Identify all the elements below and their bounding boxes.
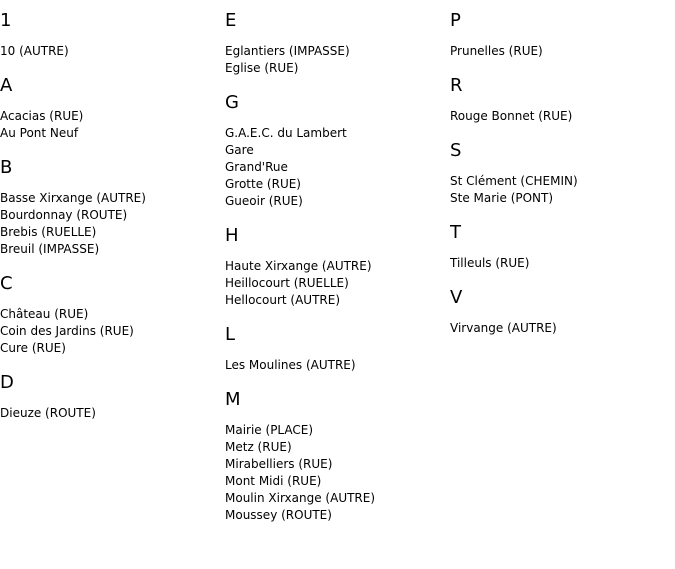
- street-link[interactable]: Grand'Rue: [225, 160, 288, 174]
- street-item: [0, 43, 225, 60]
- street-list: [225, 422, 450, 524]
- street-item: [225, 439, 450, 456]
- street-link[interactable]: Moulin Xirxange (AUTRE): [225, 491, 376, 505]
- street-item: [225, 275, 450, 292]
- letter-section: [0, 75, 225, 142]
- index-column: [450, 10, 675, 352]
- letter-section: [0, 10, 225, 60]
- letter-heading: P: [450, 10, 461, 31]
- street-item: [450, 43, 675, 60]
- letter-section: [225, 92, 450, 210]
- letter-section: [450, 287, 675, 337]
- street-link[interactable]: Mairie (PLACE): [225, 423, 314, 437]
- street-link[interactable]: Haute Xirxange (AUTRE): [225, 259, 372, 273]
- street-link[interactable]: Brebis (RUELLE): [0, 225, 97, 239]
- street-item: [225, 193, 450, 210]
- street-item: [0, 405, 225, 422]
- street-link[interactable]: St Clément (CHEMIN): [450, 174, 578, 188]
- street-link[interactable]: Breuil (IMPASSE): [0, 242, 100, 256]
- street-link[interactable]: Au Pont Neuf: [0, 126, 79, 140]
- street-item: [225, 507, 450, 524]
- street-item: [225, 258, 450, 275]
- street-list: [450, 173, 675, 207]
- street-item: [225, 473, 450, 490]
- street-list: [225, 357, 450, 374]
- street-list: [0, 43, 225, 60]
- street-link[interactable]: Virvange (AUTRE): [450, 321, 557, 335]
- street-list: [450, 108, 675, 125]
- street-item: [0, 340, 225, 357]
- letter-section: [225, 225, 450, 309]
- street-list: [450, 43, 675, 60]
- street-list: [450, 255, 675, 272]
- street-item: [450, 108, 675, 125]
- street-link[interactable]: Cure (RUE): [0, 341, 66, 355]
- letter-heading: E: [225, 10, 237, 31]
- street-item: [450, 255, 675, 272]
- street-link[interactable]: Eglantiers (IMPASSE): [225, 44, 350, 58]
- street-link[interactable]: Ste Marie (PONT): [450, 191, 554, 205]
- street-link[interactable]: Gare: [225, 143, 254, 157]
- street-item: [0, 224, 225, 241]
- street-link[interactable]: Metz (RUE): [225, 440, 292, 454]
- street-list: [225, 258, 450, 309]
- street-item: [225, 142, 450, 159]
- street-item: [225, 456, 450, 473]
- street-list: [0, 190, 225, 258]
- street-link[interactable]: Les Moulines (AUTRE): [225, 358, 356, 372]
- street-link[interactable]: Château (RUE): [0, 307, 89, 321]
- street-list: [225, 43, 450, 77]
- street-item: [225, 60, 450, 77]
- letter-section: [225, 10, 450, 77]
- letter-heading: M: [225, 389, 241, 410]
- letter-heading: B: [0, 157, 13, 178]
- street-item: [0, 190, 225, 207]
- street-item: [450, 320, 675, 337]
- letter-heading: S: [450, 140, 462, 161]
- street-list: [0, 405, 225, 422]
- street-item: [0, 125, 225, 142]
- street-item: [225, 125, 450, 142]
- letter-heading: 1: [0, 10, 12, 31]
- street-link[interactable]: Gueoir (RUE): [225, 194, 303, 208]
- letter-section: [225, 389, 450, 524]
- street-item: [225, 292, 450, 309]
- street-link[interactable]: Heillocourt (RUELLE): [225, 276, 349, 290]
- street-link[interactable]: 10 (AUTRE): [0, 44, 69, 58]
- street-link[interactable]: Eglise (RUE): [225, 61, 299, 75]
- street-link[interactable]: Rouge Bonnet (RUE): [450, 109, 573, 123]
- street-item: [0, 241, 225, 258]
- street-link[interactable]: Hellocourt (AUTRE): [225, 293, 341, 307]
- street-item: [0, 306, 225, 323]
- letter-heading: L: [225, 324, 236, 345]
- street-list: [450, 320, 675, 337]
- street-link[interactable]: Moussey (ROUTE): [225, 508, 332, 522]
- letter-section: [0, 372, 225, 422]
- street-link[interactable]: Coin des Jardins (RUE): [0, 324, 134, 338]
- street-item: [225, 43, 450, 60]
- letter-heading: V: [450, 287, 463, 308]
- street-link[interactable]: Basse Xirxange (AUTRE): [0, 191, 146, 205]
- street-item: [450, 173, 675, 190]
- street-link[interactable]: Grotte (RUE): [225, 177, 301, 191]
- letter-heading: C: [0, 273, 13, 294]
- letter-heading: H: [225, 225, 239, 246]
- letter-heading: D: [0, 372, 14, 393]
- street-link[interactable]: Mont Midi (RUE): [225, 474, 322, 488]
- street-link[interactable]: G.A.E.C. du Lambert: [225, 126, 347, 140]
- street-link[interactable]: Acacias (RUE): [0, 109, 84, 123]
- letter-heading: T: [450, 222, 461, 243]
- letter-section: [0, 273, 225, 357]
- street-list: [225, 125, 450, 210]
- street-link[interactable]: Mirabelliers (RUE): [225, 457, 333, 471]
- letter-heading: A: [0, 75, 13, 96]
- street-link[interactable]: Prunelles (RUE): [450, 44, 543, 58]
- street-item: [0, 323, 225, 340]
- letter-section: [450, 75, 675, 125]
- street-item: [0, 207, 225, 224]
- index-column: [0, 10, 225, 437]
- street-list: [0, 108, 225, 142]
- letter-section: [450, 140, 675, 207]
- street-item: [450, 190, 675, 207]
- index-column: [225, 10, 450, 539]
- letter-section: [0, 157, 225, 258]
- letter-heading: G: [225, 92, 239, 113]
- street-item: [225, 357, 450, 374]
- street-list: [0, 306, 225, 357]
- street-item: [225, 176, 450, 193]
- letter-section: [450, 222, 675, 272]
- street-item: [225, 490, 450, 507]
- street-item: [225, 422, 450, 439]
- street-link[interactable]: Dieuze (ROUTE): [0, 406, 96, 420]
- street-link[interactable]: Bourdonnay (ROUTE): [0, 208, 128, 222]
- street-item: [225, 159, 450, 176]
- street-item: [0, 108, 225, 125]
- street-link[interactable]: Tilleuls (RUE): [450, 256, 530, 270]
- letter-section: [225, 324, 450, 374]
- letter-heading: R: [450, 75, 463, 96]
- letter-section: [450, 10, 675, 60]
